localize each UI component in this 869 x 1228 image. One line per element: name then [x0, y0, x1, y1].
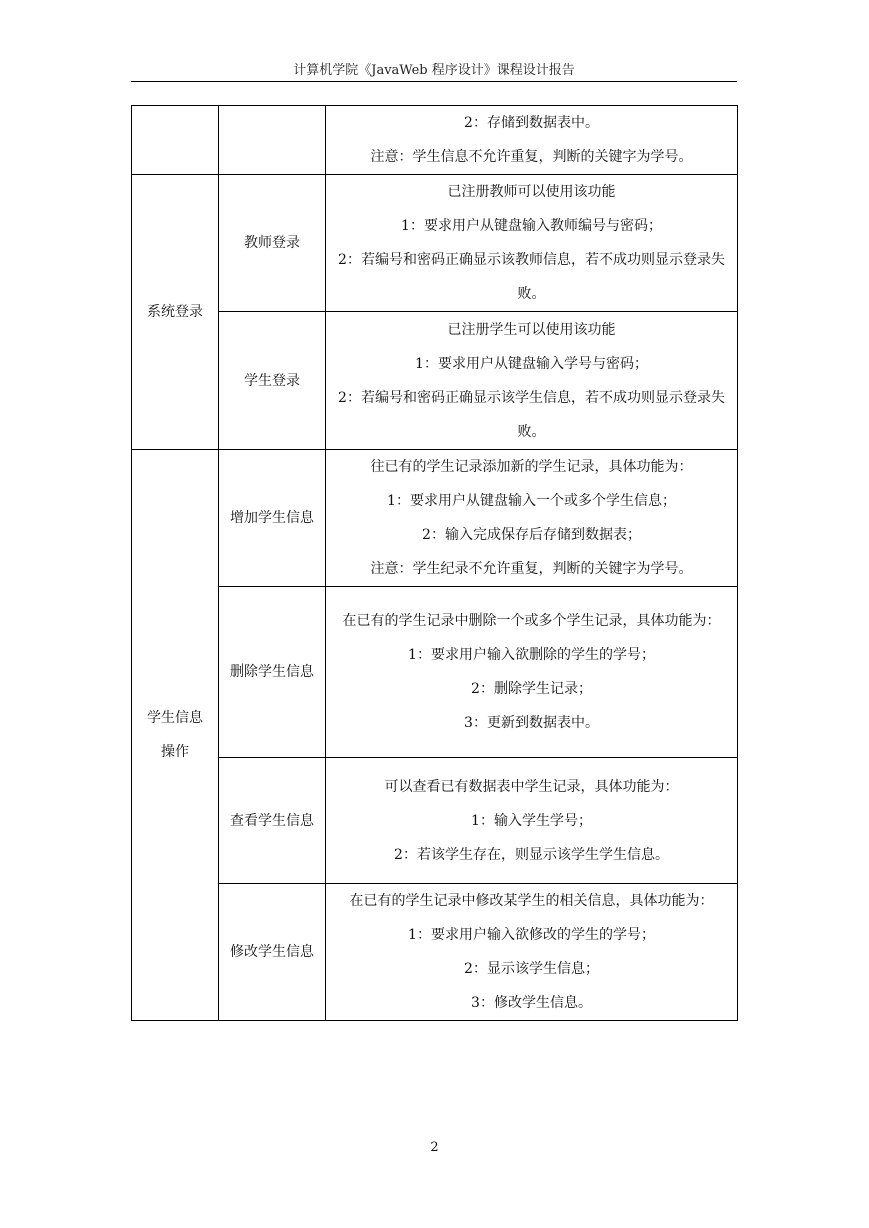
function-label: 查看学生信息: [230, 812, 314, 829]
description-line: 在已有的学生记录中修改某学生的相关信息，具体功能为：: [349, 893, 714, 909]
function-label: 删除学生信息: [230, 664, 314, 680]
description-line: 1：要求用户从键盘输入教师编号与密码；: [401, 218, 662, 234]
description-cell: [326, 450, 738, 587]
description-line: 2：存储到数据表中。: [464, 115, 599, 131]
description-line: 2：删除学生记录；: [471, 681, 592, 697]
description-line: 2：显示该学生信息；: [464, 961, 599, 977]
description-line: 2：若该学生存在，则显示该学生学生信息。: [394, 846, 669, 863]
table-row: [132, 312, 738, 450]
category-cell-empty: [132, 106, 219, 175]
function-label: 增加学生信息: [230, 510, 314, 526]
description-line: 2：若编号和密码正确显示该教师信息，若不成功则显示登录失败。: [338, 252, 725, 302]
description-cell: [326, 106, 738, 175]
function-cell-student-login: [219, 312, 326, 450]
description-line: 2：若编号和密码正确显示该学生信息，若不成功则显示登录失败。: [338, 389, 725, 440]
table-row: [132, 175, 738, 312]
description-cell: [326, 175, 738, 312]
category-label: 学生信息: [147, 710, 203, 726]
function-label: 教师登录: [244, 235, 300, 251]
function-label: 学生登录: [244, 372, 300, 389]
function-cell-modify-student: [219, 884, 326, 1021]
description-cell: [326, 312, 738, 450]
description-line: 2：输入完成保存后存储到数据表；: [422, 527, 641, 543]
table-row: [132, 587, 738, 758]
function-cell-delete-student: [219, 587, 326, 758]
description-line: 注意：学生信息不允许重复，判断的关键字为学号。: [370, 149, 693, 165]
description-line: 1：输入学生学号；: [471, 812, 592, 829]
category-label: 系统登录: [147, 304, 203, 320]
description-line: 注意：学生纪录不允许重复，判断的关键字为学号。: [370, 561, 693, 577]
description-line: 1：要求用户从键盘输入一个或多个学生信息；: [387, 493, 676, 509]
function-label: 修改学生信息: [230, 944, 314, 960]
page-number: 2: [430, 1140, 439, 1155]
function-cell-add-student: [219, 450, 326, 587]
table-row: [132, 106, 738, 175]
description-line: 在已有的学生记录中删除一个或多个学生记录，具体功能为：: [342, 613, 721, 629]
function-cell-empty: [219, 106, 326, 175]
function-table: [131, 105, 738, 1021]
function-cell-view-student: [219, 758, 326, 884]
description-line: 往已有的学生记录添加新的学生记录，具体功能为：: [370, 459, 693, 475]
header-rule: [131, 81, 737, 82]
category-label: 操作: [161, 744, 189, 760]
description-line: 3：更新到数据表中。: [464, 715, 599, 731]
description-line: 已注册教师可以使用该功能: [447, 184, 616, 200]
category-cell-student-ops: [132, 450, 219, 1021]
description-line: 已注册学生可以使用该功能: [447, 321, 616, 338]
table-row: [132, 758, 738, 884]
table-row: [132, 884, 738, 1021]
category-cell-system-login: [132, 175, 219, 450]
description-line: 可以查看已有数据表中学生记录，具体功能为：: [384, 778, 679, 795]
page-header: 计算机学院《JavaWeb 程序设计》课程设计报告: [293, 63, 575, 78]
table-row: [132, 450, 738, 587]
function-cell-teacher-login: [219, 175, 326, 312]
description-line: 1：要求用户输入欲修改的学生的学号；: [408, 927, 655, 943]
description-cell: [326, 758, 738, 884]
description-cell: [326, 587, 738, 758]
description-line: 1：要求用户从键盘输入学号与密码；: [415, 355, 648, 372]
description-line: 1：要求用户输入欲删除的学生的学号；: [408, 647, 655, 663]
description-cell: [326, 884, 738, 1021]
description-line: 3：修改学生信息。: [471, 995, 592, 1011]
